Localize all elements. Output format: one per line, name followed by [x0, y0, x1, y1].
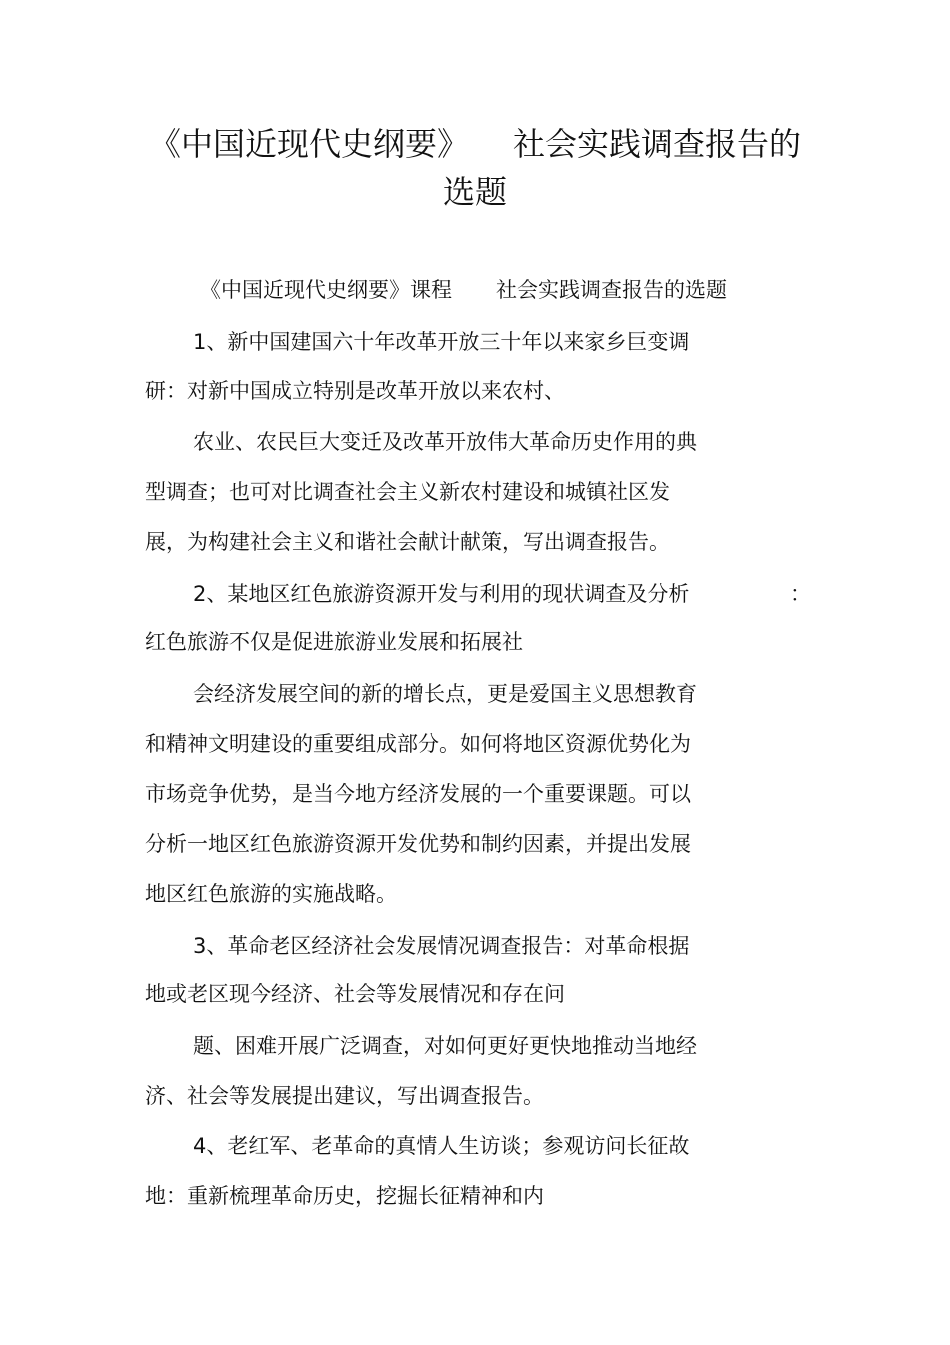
document-title-line1	[0, 124, 950, 164]
body-line: 展，为构建社会主义和谐社会献计献策，写出调查报告。	[145, 530, 670, 554]
body-line: 农业、农民巨大变迁及改革开放伟大革命历史作用的典	[193, 430, 697, 454]
body-line: 市场竞争优势，是当今地方经济发展的一个重要课题。可以	[145, 782, 691, 806]
body-line-colon: ：	[790, 582, 811, 606]
body-line: 济、社会等发展提出建议，写出调查报告。	[145, 1084, 544, 1108]
body-line: 型调查；也可对比调查社会主义新农村建设和城镇社区发	[145, 480, 670, 504]
body-line: 分析一地区红色旅游资源开发优势和制约因素，并提出发展	[145, 832, 691, 856]
body-line: 地：重新梳理革命历史，挖掘长征精神和内	[145, 1184, 544, 1208]
body-line: 题、困难开展广泛调查，对如何更好更快地推动当地经	[193, 1034, 697, 1058]
title-part1: 《中国近现代史纲要》	[148, 125, 469, 163]
body-line: 4、老红军、老革命的真情人生访谈；参观访问长征故	[193, 1134, 690, 1158]
body-line: 地区红色旅游的实施战略。	[145, 882, 397, 906]
body-line: 3、革命老区经济社会发展情况调查报告：对革命根据	[193, 934, 690, 958]
subtitle-line	[200, 276, 727, 304]
body-line: 和精神文明建设的重要组成部分。如何将地区资源优势化为	[145, 732, 691, 756]
body-line: 会经济发展空间的新的增长点，更是爱国主义思想教育	[193, 682, 697, 706]
subtitle-part1: 《中国近现代史纲要》课程	[200, 278, 452, 302]
body-line: 红色旅游不仅是促进旅游业发展和拓展社	[145, 630, 523, 654]
subtitle-part2: 社会实践调查报告的选题	[496, 278, 727, 302]
title-part2: 社会实践调查报告的	[513, 125, 802, 163]
document-title-line2: 选题	[442, 173, 507, 211]
body-line: 研：对新中国成立特别是改革开放以来农村、	[145, 379, 565, 403]
body-line: 1、新中国建国六十年改革开放三十年以来家乡巨变调	[193, 330, 690, 354]
body-line: 2、某地区红色旅游资源开发与利用的现状调查及分析	[193, 582, 690, 606]
body-line: 地或老区现今经济、社会等发展情况和存在问	[145, 982, 565, 1006]
